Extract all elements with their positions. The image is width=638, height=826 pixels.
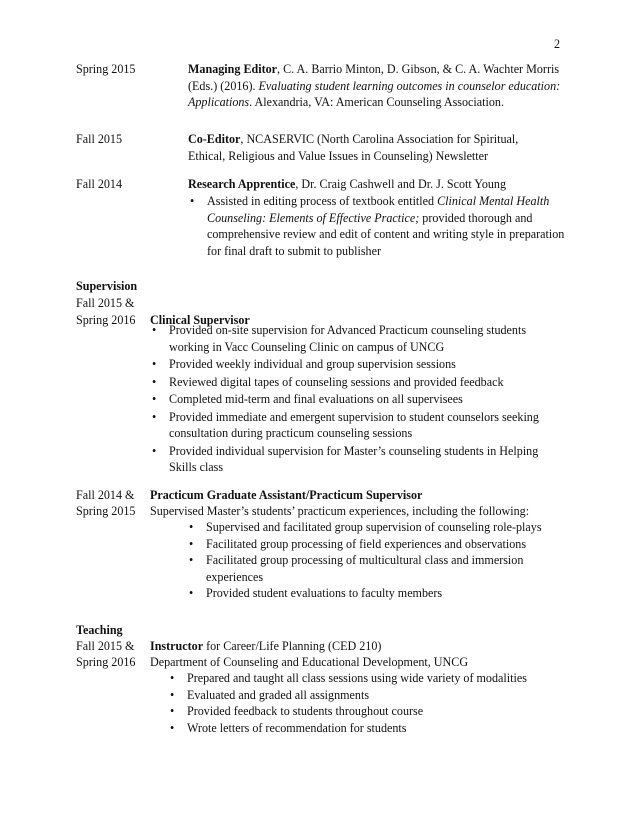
entry-text: . Alexandria, VA: American Counseling Association. xyxy=(249,95,504,109)
list-item: • Wrote letters of recommendation for students xyxy=(168,720,568,737)
clinical-supervisor-title: Clinical Supervisor xyxy=(150,313,250,327)
entry-role: Co-Editor xyxy=(188,132,241,146)
supervision-bullets xyxy=(150,322,550,476)
entry-date: Fall 2014 xyxy=(76,177,123,191)
list-item: • Supervised and facilitated group supervision of counseling role-plays xyxy=(187,519,552,536)
teaching-date: Spring 2016 xyxy=(76,655,136,669)
list-item: • Provided immediate and emergent supervision to student counselors seeking consultation during practicum counseling sessions xyxy=(150,409,550,442)
instructor-title xyxy=(150,638,570,655)
list-item: • Provided student evaluations to faculty members xyxy=(187,585,552,602)
entry-text: , C. A. Barrio Minton, D. Gibson, & C. A. Wachter Morris (Eds.) (2016). xyxy=(188,62,560,93)
entry-text: , Dr. Craig Cashwell and Dr. J. Scott Young xyxy=(295,177,507,191)
list-item: • Provided on-site supervision for Advanced Practicum counseling students working in Vacc Counseling Clinic on campus of UNCG xyxy=(150,322,550,355)
entry-role: Managing Editor xyxy=(188,62,278,76)
instructor-department: Department of Counseling and Educational Development, UNCG xyxy=(150,655,469,669)
entry-co-editor xyxy=(188,131,533,164)
instructor-course: for Career/Life Planning (CED 210) xyxy=(203,639,382,653)
list-item: • Facilitated group processing of multicultural class and immersion experiences xyxy=(187,552,552,585)
page-number: 2 xyxy=(554,37,561,51)
teaching-bullets xyxy=(168,670,568,736)
instructor-role: Instructor xyxy=(150,639,204,653)
list-item: • Evaluated and graded all assignments xyxy=(168,687,568,704)
practicum-title: Practicum Graduate Assistant/Practicum Supervisor xyxy=(150,488,423,502)
list-item: • Completed mid-term and final evaluations on all supervisees xyxy=(150,391,550,408)
list-item: • Facilitated group processing of field experiences and observations xyxy=(187,536,552,553)
list-item: • Provided feedback to students throughout course xyxy=(168,703,568,720)
list-item: • Provided weekly individual and group supervision sessions xyxy=(150,356,550,373)
list-item: • Provided individual supervision for Master’s counseling students in Helping Skills class xyxy=(150,443,550,476)
supervision-date: Spring 2016 xyxy=(76,313,136,327)
entry-text: , NCASERVIC (North Carolina Association for Spiritual, Ethical, Religious and Value Issues in Counseling) Newsletter xyxy=(188,132,519,163)
supervision-date: Fall 2015 & xyxy=(76,296,135,310)
teaching-date: Fall 2015 & xyxy=(76,639,135,653)
section-heading-teaching: Teaching xyxy=(76,623,123,637)
entry-managing-editor xyxy=(188,61,568,111)
list-item: • Assisted in editing process of textbook entitled Clinical Mental Health Counseling: Elements of Effective Practice; provided thorough and comprehensive review and edit of content and writing style in preparation for final draft to submit to publisher xyxy=(188,193,573,259)
entry-role: Research Apprentice xyxy=(188,177,296,191)
practicum-bullets xyxy=(187,519,552,602)
textbook-title: Clinical Mental Health Counseling: Elements of Effective Practice; xyxy=(207,194,550,225)
entry-research-apprentice xyxy=(188,176,573,193)
entry-date: Spring 2015 xyxy=(76,62,136,76)
list-item: • Prepared and taught all class sessions using wide variety of modalities xyxy=(168,670,568,687)
entry-date: Fall 2015 xyxy=(76,132,123,146)
list-item: • Reviewed digital tapes of counseling sessions and provided feedback xyxy=(150,374,550,391)
section-heading-supervision: Supervision xyxy=(76,279,138,293)
research-bullets xyxy=(188,193,573,259)
practicum-date: Spring 2015 xyxy=(76,504,136,518)
practicum-intro: Supervised Master’s students’ practicum experiences, including the following: xyxy=(150,504,530,518)
entry-book-title: Evaluating student learning outcomes in counselor education: Applications xyxy=(188,78,561,109)
practicum-date: Fall 2014 & xyxy=(76,488,135,502)
